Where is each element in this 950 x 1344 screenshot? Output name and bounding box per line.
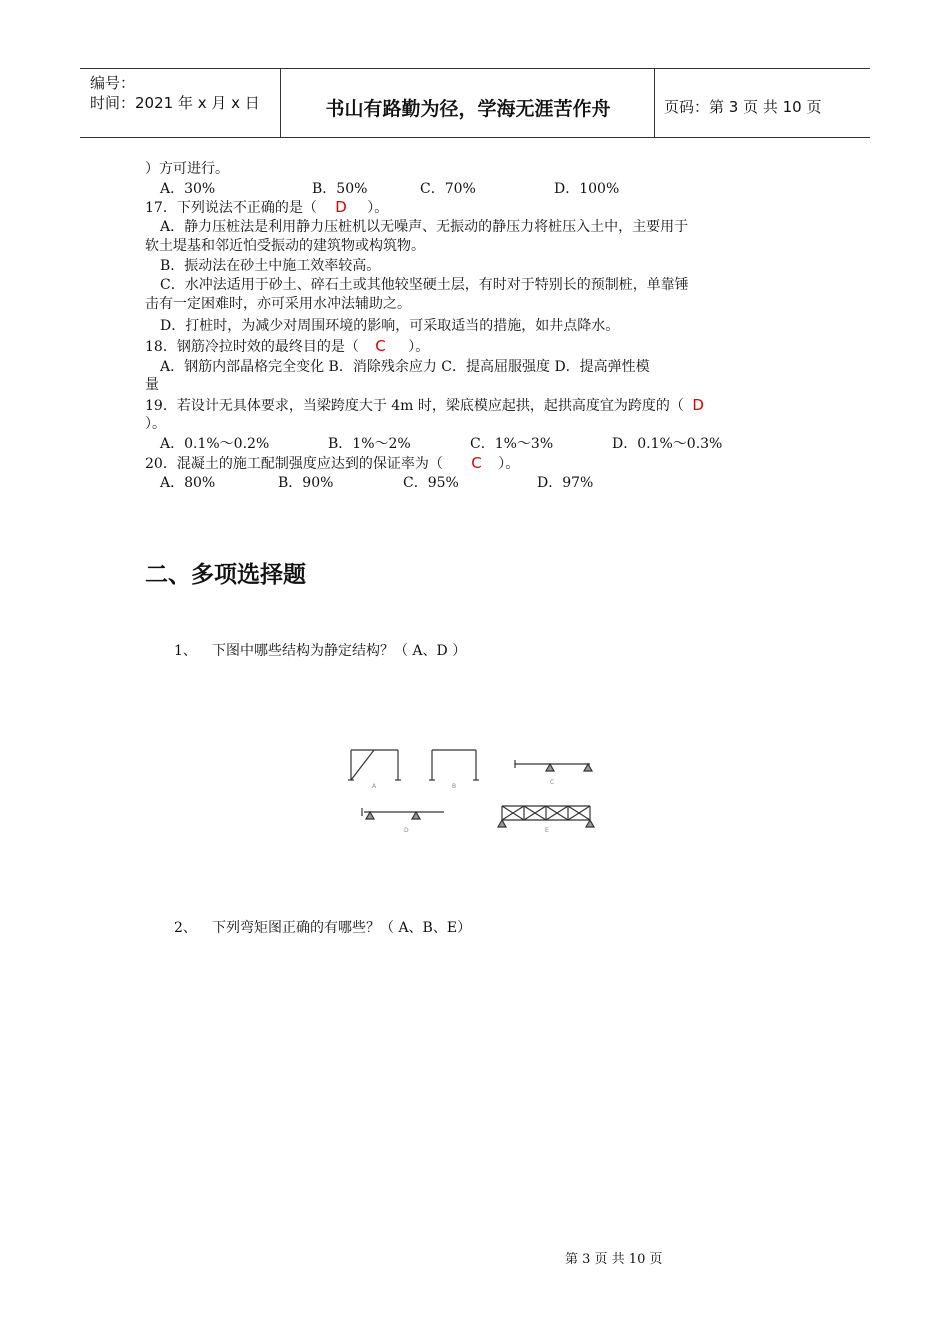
structures-figure [340,740,610,840]
q16-option-b: B．50% [312,181,368,197]
label-d: D [404,827,409,834]
q19-option-d: D．0.1%～0.3% [612,436,723,452]
q17-option-a: A．静力压桩法是利用静力压桩机以无噪声、无振动的静压力将桩压入土中，主要用于 [160,219,689,235]
q20-stem [145,454,519,473]
structure-c [515,760,592,771]
structure-e [498,806,594,827]
q17-option-c: C．水冲法适用于砂土、碎石土或其他较坚硬土层，有时对于特别长的预制桩，单靠锤 [160,277,689,293]
q18-answer: C [375,337,386,355]
q17-option-d: D．打桩时，为减少对周围环境的影响，可采取适当的措施，如井点降水。 [160,318,620,334]
q19-option-c: C．1%～3% [470,436,554,452]
q17-stem [145,198,388,217]
q19-option-b: B．1%～2% [328,436,411,452]
q20-option-a: A．80% [160,475,216,491]
label-a: A [372,783,377,790]
q17-option-b: B．振动法在砂土中施工效率较高。 [160,258,381,274]
q16-option-d: D．100% [554,181,620,197]
q16-tail: ）方可进行。 [145,161,229,177]
q19-stem [145,396,704,415]
header-date: 时间：2021 年 x 月 x 日 [90,94,260,112]
q18-options: A．钢筋内部晶格完全变化 B．消除残余应力 C．提高屈服强度 D．提高弹性模 [160,359,650,375]
label-b: B [452,783,457,790]
header-divider [280,69,281,137]
header-code-label: 编号： [90,74,136,92]
q19-answer: D [692,396,704,414]
header-divider [654,69,655,137]
structure-b [429,750,479,780]
q20-option-c: C．95% [403,475,459,491]
q20-text: 20．混凝土的施工配制强度应达到的保证率为（ [145,456,443,472]
mq1-text: 下图中哪些结构为静定结构？（ A、D ） [212,643,467,659]
header-page-number: 页码：第 3 页 共 10 页 [664,98,822,116]
q19-option-a: A．0.1%～0.2% [160,436,270,452]
q17-option-a-cont: 软土堤基和邻近怕受振动的建筑物或构筑物。 [145,238,425,254]
q18-text: 18．钢筋冷拉时效的最终目的是（ [145,339,359,355]
q20-option-d: D．97% [537,475,594,491]
mq2-text: 下列弯矩图正确的有哪些？（ A、B、E） [212,920,472,936]
structure-a [348,750,401,780]
q18-options-cont: 量 [145,377,159,393]
q20-option-b: B．90% [278,475,334,491]
page-footer: 第 3 页 共 10 页 [565,1252,663,1267]
q18-close: ）。 [408,339,430,355]
q17-text: 17．下列说法不正确的是（ [145,200,317,216]
mq1-number: 1、 [174,643,197,659]
label-c: C [550,779,555,786]
section-title: 二、多项选择题 [145,562,306,588]
q20-close: ）。 [498,456,520,472]
mq2-number: 2、 [174,920,197,936]
q17-answer: D [335,198,347,216]
q16-option-a: A．30% [160,181,216,197]
structure-d [362,808,444,819]
q17-close: ）。 [367,200,389,216]
q19-text: 19．若设计无具体要求，当梁跨度大于 4m 时，梁底模应起拱，起拱高度宜为跨度的（ [145,398,684,414]
q19-close: ）。 [145,416,166,432]
header-motto: 书山有路勤为径，学海无涯苦作舟 [325,98,611,120]
q16-option-c: C．70% [420,181,476,197]
label-e: E [545,827,549,834]
q17-option-c-cont: 击有一定困难时，亦可采用水冲法辅助之。 [145,296,411,312]
q20-answer: C [471,454,482,472]
q18-stem [145,337,429,356]
